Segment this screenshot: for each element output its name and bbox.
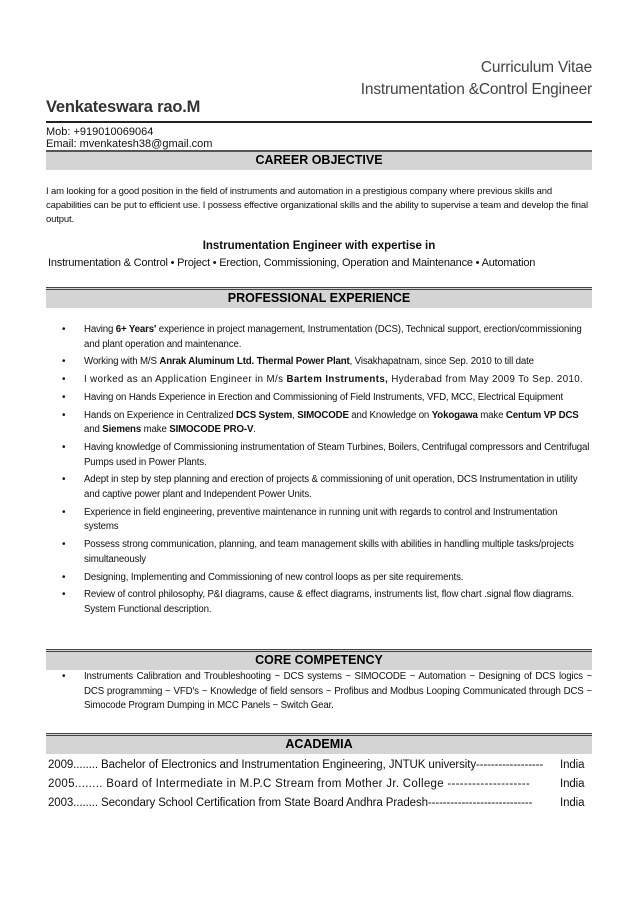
bullet-icon: • <box>62 324 66 335</box>
bullet-icon: • <box>62 506 66 518</box>
list-item: • Having 6+ Years' experience in project management, Instrumentation (DCS), Technical support, erection/commissioning and plant operation and maintenance. <box>62 324 582 350</box>
competency-list <box>62 670 592 717</box>
bullet-icon: • <box>62 474 66 486</box>
academia-country: India <box>560 797 585 809</box>
list-item: • Possess strong communication, planning, and team management skills with abilities in handling multiple tasks/projects simultaneously <box>62 539 574 565</box>
list-item: • I worked as an Application Engineer in M/s Bartem Instruments, Hyderabad from May 2009 To Sep. 2010. <box>62 373 592 388</box>
bullet-icon: • <box>62 671 66 682</box>
expertise-list: Instrumentation & Control • Project • Erection, Commissioning, Operation and Maintenance • Automation <box>48 257 536 269</box>
academia-row: 2005........ Board of Intermediate in M.P.C Stream from Mother Jr. College -------------------- India <box>48 775 530 794</box>
list-item: • Hands on Experience in Centralized DCS System, SIMOCODE and Knowledge on Yokogawa make Centum VP DCS and Siemens make SIMOCODE PRO-V. <box>62 409 579 436</box>
bullet-icon: • <box>62 356 66 368</box>
list-item: • Designing, Implementing and Commissioning of new control loops as per site requirements. <box>62 571 592 586</box>
bullet-icon: • <box>62 589 66 601</box>
list-item: • Working with M/S Anrak Aluminum Ltd. Thermal Power Plant, Visakhapatnam, since Sep. 2010 to till date <box>62 355 592 370</box>
bullet-icon: • <box>62 539 66 551</box>
academia-country: India <box>560 759 585 771</box>
bullet-icon: • <box>62 571 66 583</box>
candidate-name: Venkateswara rao.M <box>46 98 201 116</box>
list-item: • Having knowledge of Commissioning instrumentation of Steam Turbines, Boilers, Centrifugal compressors and Centrifugal Pumps used in Power Plants. <box>62 442 590 468</box>
section-heading-academia: ACADEMIA <box>46 733 592 754</box>
section-heading-professional-experience: PROFESSIONAL EXPERIENCE <box>46 287 592 308</box>
list-item: • Review of control philosophy, P&I diagrams, cause & effect diagrams, instruments list, flow chart .signal flow diagrams. System Functional description. <box>62 589 574 615</box>
role-title: Instrumentation &Control Engineer <box>360 81 592 98</box>
academia-country: India <box>560 778 585 790</box>
list-item: • Experience in field engineering, preventive maintenance in running unit with regards to control and Instrumentation systems <box>62 506 558 533</box>
bullet-icon: • <box>62 409 66 421</box>
mobile-number: Mob: +919010069064 <box>46 126 154 138</box>
cv-title: Curriculum Vitae <box>480 59 592 76</box>
list-item: • Adept in step by step planning and erection of projects & commissioning of unit operation, DCS Instrumentation in utility and captive power plant and Independent Power Units. <box>62 474 578 501</box>
header-divider <box>46 121 592 123</box>
section-heading-core-competency: CORE COMPETENCY <box>46 649 592 670</box>
header-titles <box>361 57 592 101</box>
email-address: Email: mvenkatesh38@gmail.com <box>46 138 213 150</box>
bullet-icon: • <box>62 442 66 454</box>
section-heading-career-objective: CAREER OBJECTIVE <box>46 150 592 170</box>
list-item: • Having on Hands Experience in Erection and Commissioning of Field Instruments, VFD, MCC, Electrical Equipment <box>62 391 592 406</box>
experience-list <box>62 323 592 621</box>
core-competency-text: Instruments Calibration and Troubleshooting ~ DCS systems ~ SIMOCODE ~ Automation ~ Designing of DCS logics ~ DCS programming ~ VFD's ~ Knowledge of field sensors ~ Profibus and Modbus Looping Communicated through DCS ~ Simocode Program Dumping in MCC Panels ~ Switch Gear. <box>84 671 592 712</box>
academia-row: 2003........ Secondary School Certification from State Board Andhra Pradesh---------------------------- India <box>48 794 532 813</box>
academia-row: 2009........ Bachelor of Electronics and Instrumentation Engineering, JNTUK university------------------ India <box>48 756 543 775</box>
expertise-title: Instrumentation Engineer with expertise in <box>202 240 436 252</box>
bullet-icon: • <box>62 391 66 403</box>
list-item <box>62 670 592 714</box>
bullet-icon: • <box>62 374 66 386</box>
career-objective-text: I am looking for a good position in the field of instruments and automation in a prestigious company where previous skills and capabilities can be put to efficient use. I possess effective organizational skills and the ability to supervise a team and develop the final output. <box>46 186 588 225</box>
